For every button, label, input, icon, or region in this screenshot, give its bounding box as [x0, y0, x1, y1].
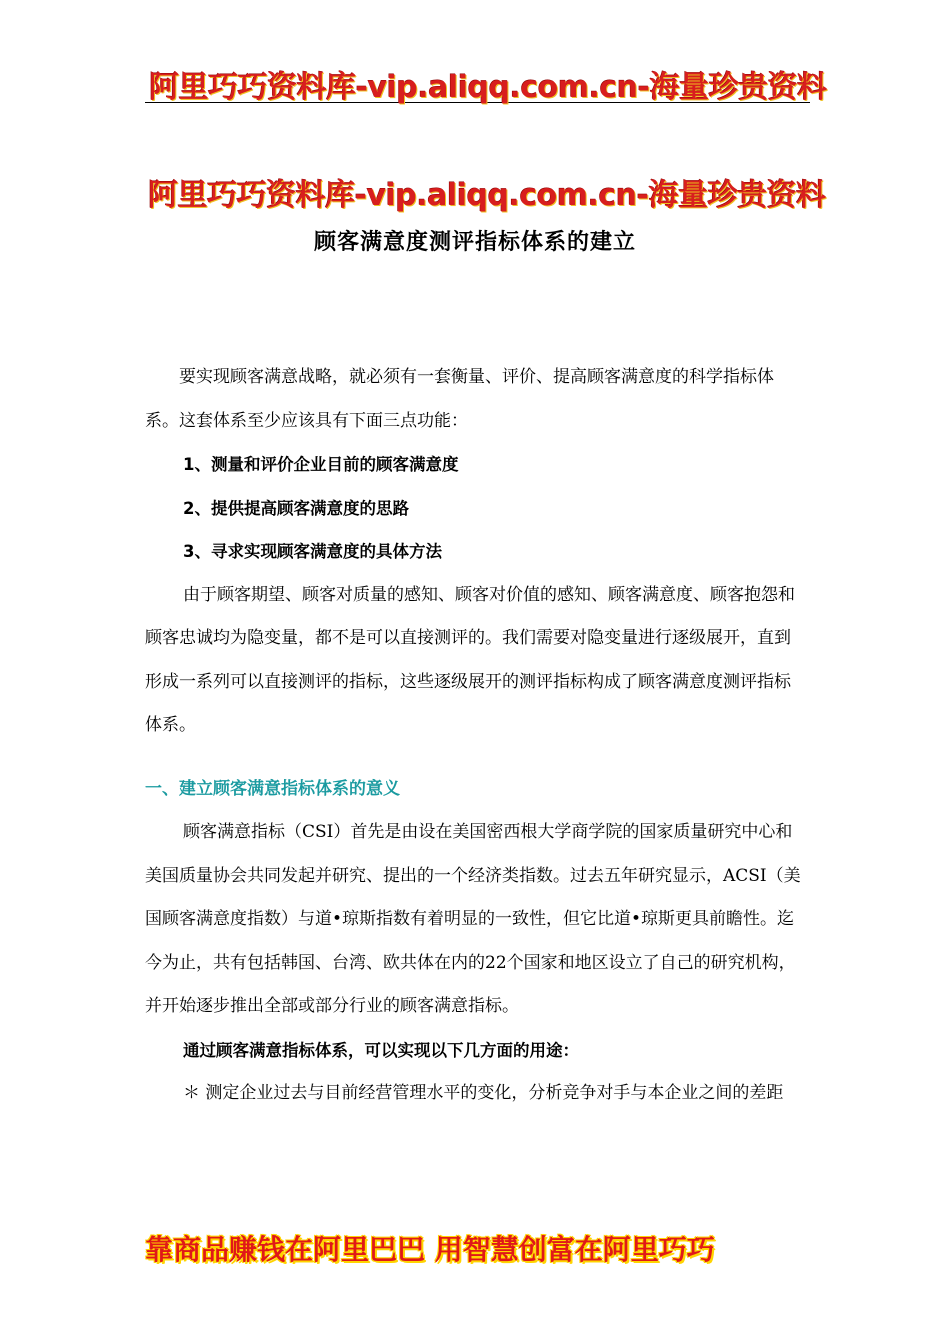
footer-banner-text: 靠商品赚钱在阿里巴巴 用智慧创富在阿里巧巧 — [145, 1233, 715, 1266]
function-item-2: 2、提供提高顾客满意度的思路 — [183, 498, 409, 518]
function-item-3: 3、寻求实现顾客满意度的具体方法 — [183, 542, 442, 561]
header-banner — [145, 60, 827, 105]
intro-paragraph: 要实现顾客满意战略，就必须有一套衡量、评价、提高顾客满意度的科学指标体系。这套体系至少应该具有下面三点功能： — [145, 367, 774, 431]
uses-lead-text: 通过顾客满意指标体系，可以实现以下几方面的用途： — [183, 1040, 579, 1060]
section-heading-1: 一、建立顾客满意指标体系的意义 — [145, 778, 400, 799]
hidden-variables-paragraph: 由于顾客期望、顾客对质量的感知、顾客对价值的感知、顾客满意度、顾客抱怨和顾客忠诚均为隐变量，都不是可以直接测评的。我们需要对隐变量进行逐级展开，直到形成一系列可以直接测评的指标，这些逐级展开的测评指标构成了顾客满意度测评指标体系。 — [145, 584, 795, 735]
function-item-1: 1、测量和评价企业目前的顾客满意度 — [183, 455, 459, 474]
use-item-1: ＊ 测定企业过去与目前经营管理水平的变化，分析竞争对手与本企业之间的差距 — [183, 1083, 784, 1103]
csi-paragraph: 顾客满意指标（CSI）首先是由设在美国密西根大学商学院的国家质量研究中心和美国质量协会共同发起并研究、提出的一个经济类指数。过去五年研究显示，ACSI（美国顾客满意度指数）与道•琼斯指数有着明显的一致性，但它比道•琼斯更具前瞻性。迄今为止，共有包括韩国、台湾、欧共体在内的22个国家和地区设立了自己的研究机构，并开始逐步推出全部或部分行业的顾客满意指标。 — [145, 822, 801, 1016]
second-banner-text: 阿里巧巧资料库-vip.aliqq.com.cn-海量珍贵资料 — [148, 178, 826, 213]
document-body — [145, 356, 807, 1116]
header-banner-text: 阿里巧巧资料库-vip.aliqq.com.cn-海量珍贵资料 — [149, 70, 827, 105]
page-title: 顾客满意度测评指标体系的建立 — [313, 230, 636, 255]
